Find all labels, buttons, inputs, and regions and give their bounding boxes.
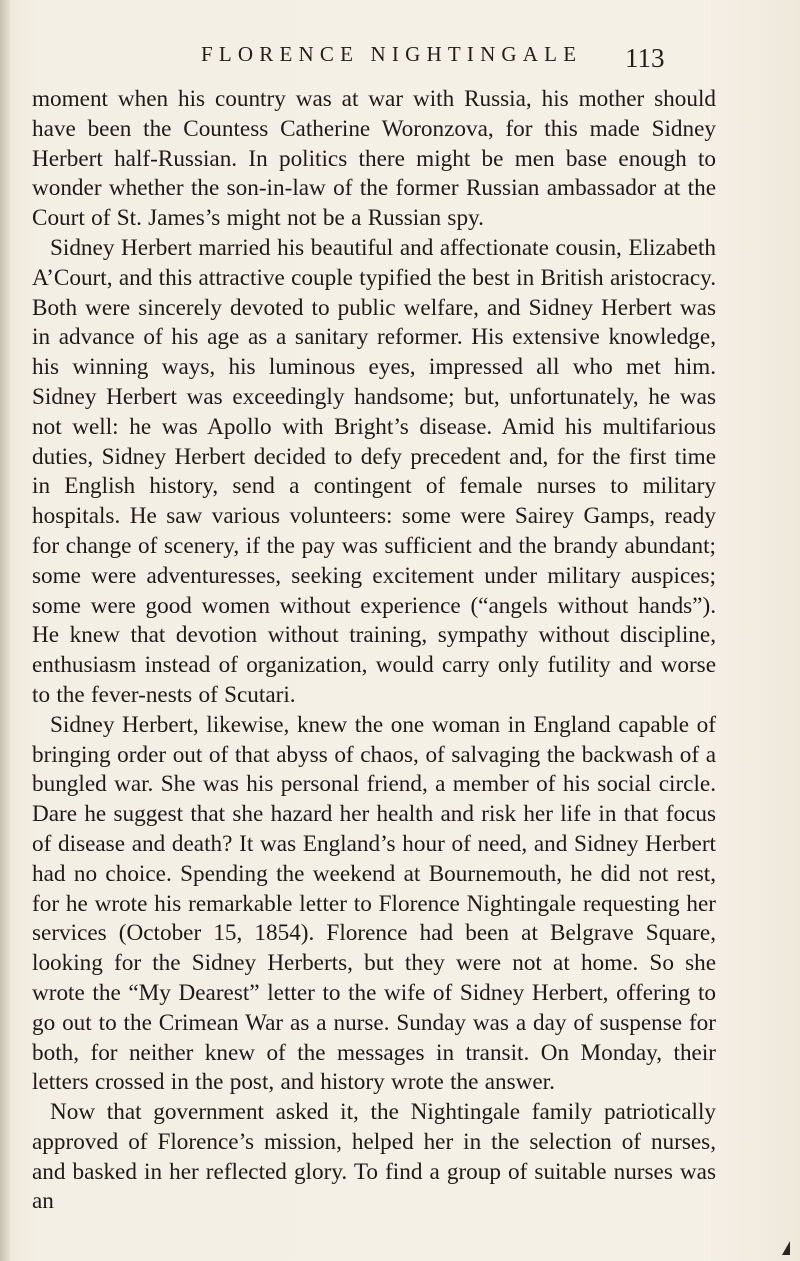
page-corner-mark — [782, 1241, 790, 1255]
book-binding-edge — [0, 0, 10, 1261]
paragraph-3: Sidney Herbert, likewise, knew the one woman in England capable of bringing order out of that abyss of chaos, of salvaging the backwash of a bungled war. She was his personal friend, a member of his social circle. Dare he suggest that she hazard her health and risk her life in that focus of disease and death? It was England’s hour of need, and Sidney Herbert had no choice. Spending the weekend at Bournemouth, he did not rest, for he wrote his remarkable letter to Florence Nightingale requesting her services (October 15, 1854). Florence had been at Belgrave Square, looking for the Sidney Herberts, but they were not at home. So she wrote the “My Dearest” letter to the wife of Sidney Herbert, offering to go out to the Crimean War as a nurse. Sunday was a day of suspense for both, for neither knew of the messages in transit. On Monday, their letters crossed in the post, and history wrote the answer. — [32, 711, 716, 1096]
paragraph-1: moment when his country was at war with Russia, his mother should have been the Countess Catherine Woronzova, for this made Sidney Herbert half-Russian. In politics there might be men base enough to wonder whether the son-in-law of the former Russian ambassador at the Court of St. James’s might not be a Russian spy. — [32, 86, 716, 232]
paragraph-2: Sidney Herbert married his beautiful and affectionate cousin, Elizabeth A’Court, and this attractive couple typified the best in British aristocracy. Both were sincerely devoted to public welfare, and Sidney Herbert was in advance of his age as a sanitary reformer. His extensive knowledge, his winning ways, his luminous eyes, impressed all who met him. Sidney Herbert was exceedingly handsome; but, unfortunately, he was not well: he was Apollo with Bright’s disease. Amid his multifarious duties, Sidney Herbert decided to defy precedent and, for the first time in English history, send a contingent of female nurses to military hospitals. He saw various volunteers: some were Sairey Gamps, ready for change of scenery, if the pay was sufficient and the brandy abundant; some were adventuresses, seeking excitement under military auspices; some were good women without experience (“angels without hands”). He knew that devotion without training, sympathy without discipline, enthusiasm instead of organization, would carry only futility and worse to the fever-nests of Scutari. — [32, 234, 716, 708]
paragraph-4: Now that government asked it, the Nightingale family patriotically approved of Florence’s mission, helped her in the selection of nurses, and basked in her reflected glory. To find a group of suitable nurses was an — [32, 1099, 716, 1215]
page-header — [0, 40, 800, 80]
page-number: 113 — [625, 43, 665, 73]
body-text — [32, 85, 716, 1217]
running-head: FLORENCE NIGHTINGALE — [201, 42, 583, 66]
